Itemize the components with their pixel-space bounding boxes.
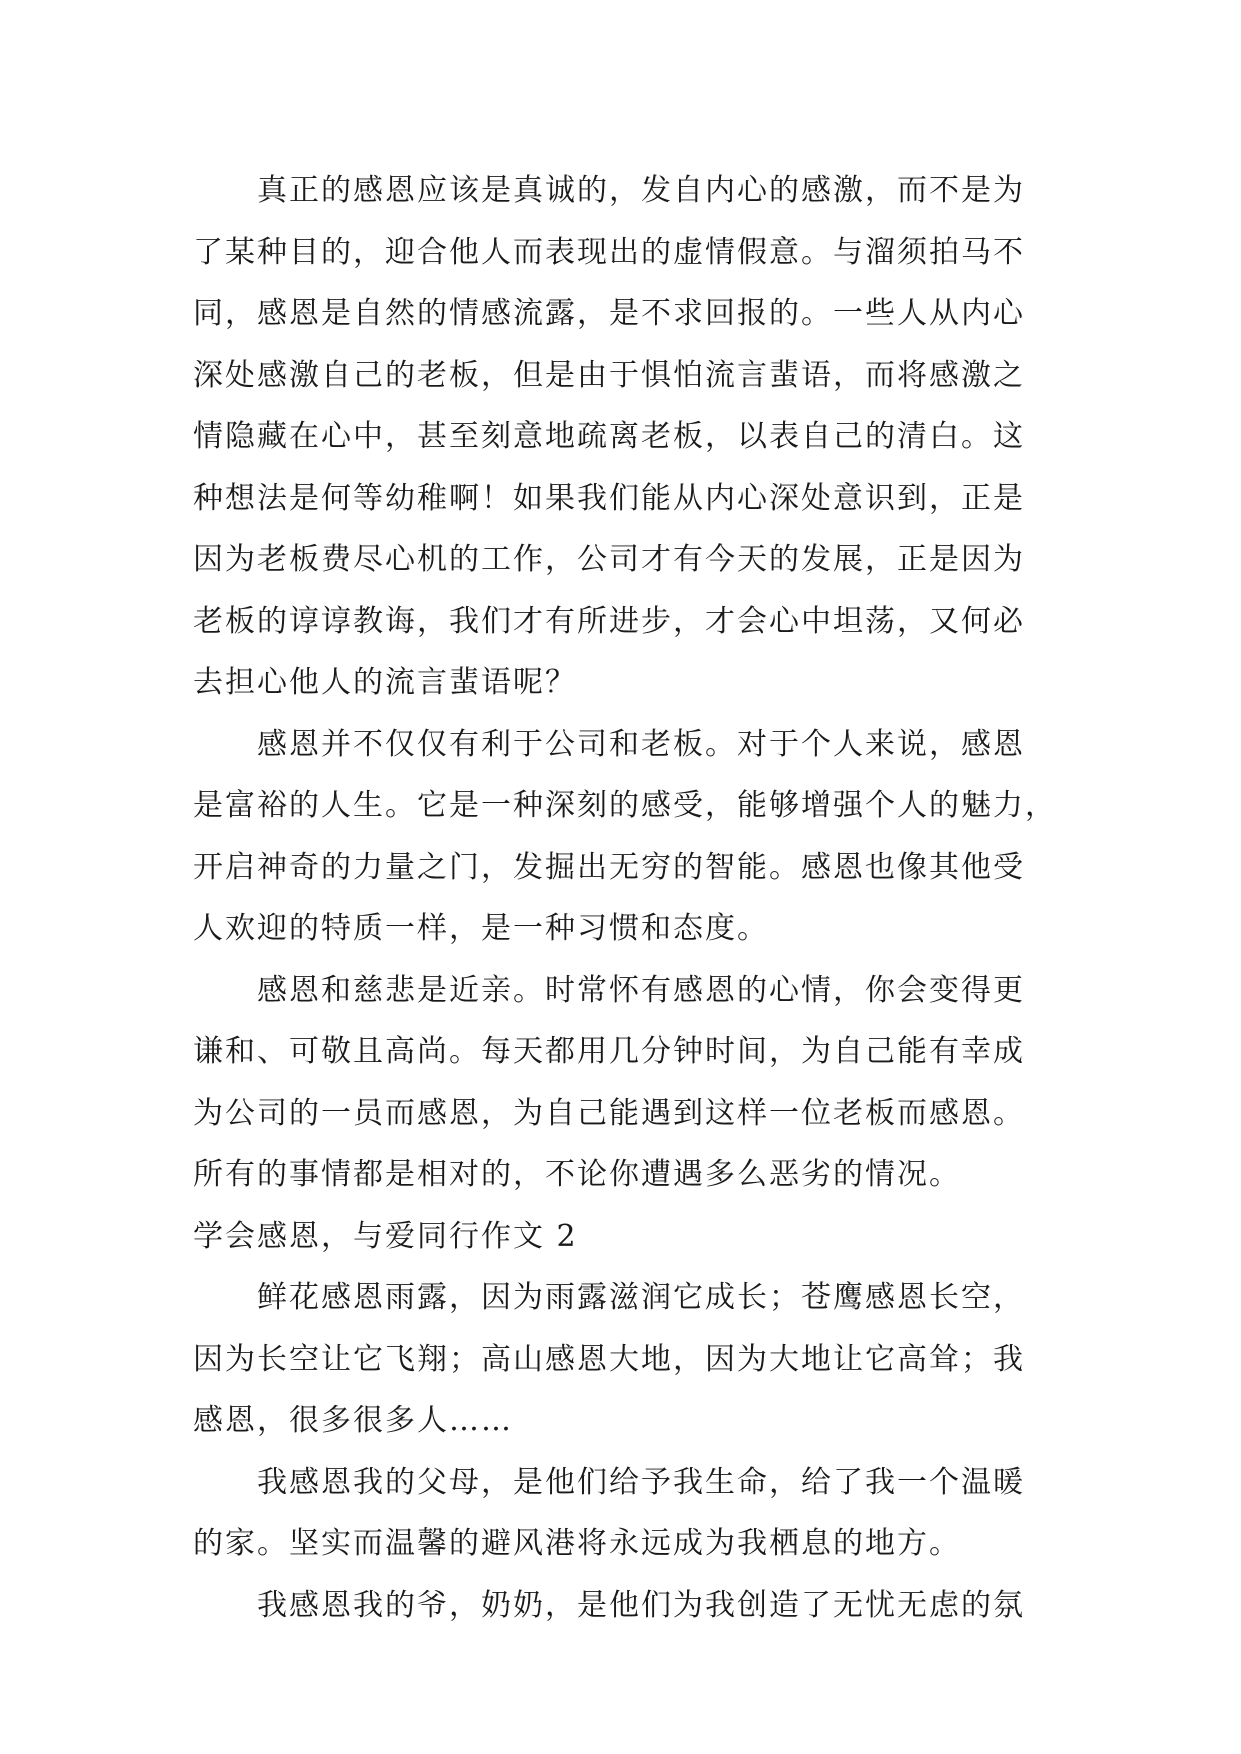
text-line: 所有的事情都是相对的，不论你遭遇多么恶劣的情况。: [193, 1157, 961, 1192]
text-line: 真正的感恩应该是真诚的，发自内心的感激，而不是为: [257, 173, 1025, 208]
paragraph-4: [193, 1267, 1073, 1452]
text-line: 人欢迎的特质一样，是一种习惯和态度。: [193, 911, 769, 946]
paragraph-6: [193, 1575, 1073, 1637]
text-line: 鲜花感恩雨露，因为雨露滋润它成长；苍鹰感恩长空，: [257, 1280, 1025, 1315]
section-title: [193, 1206, 1073, 1268]
text-line: 谦和、可敬且高尚。每天都用几分钟时间，为自己能有幸成: [193, 1034, 1025, 1069]
text-line: 种想法是何等幼稚啊！如果我们能从内心深处意识到，正是: [193, 480, 1025, 516]
text-line: 老板的谆谆教诲，我们才有所进步，才会心中坦荡，又何必: [193, 603, 1025, 639]
text-line: 我感恩我的父母，是他们给予我生命，给了我一个温暖: [257, 1464, 1025, 1500]
text-line: 因为长空让它飞翔；高山感恩大地，因为大地让它高耸；我: [193, 1341, 1025, 1377]
text-line: 我感恩我的爷，奶奶，是他们为我创造了无忧无虑的氛: [257, 1587, 1025, 1623]
text-line: 因为老板费尽心机的工作，公司才有今天的发展，正是因为: [193, 542, 1025, 577]
text-line: 感恩和慈悲是近亲。时常怀有感恩的心情，你会变得更: [257, 972, 1025, 1008]
text-line: 了某种目的，迎合他人而表现出的虚情假意。与溜须拍马不: [193, 234, 1025, 270]
text-line: 同，感恩是自然的情感流露，是不求回报的。一些人从内心: [193, 296, 1025, 331]
body-text: [193, 160, 1073, 1636]
text-line: 感恩，很多很多人……: [193, 1403, 513, 1438]
heading-line: 学会感恩，与爱同行作文 2: [193, 1218, 578, 1254]
text-line: 去担心他人的流言蜚语呢？: [193, 665, 577, 700]
text-line: 情隐藏在心中，甚至刻意地疏离老板，以表自己的清白。这: [193, 419, 1025, 454]
paragraph-3: [193, 960, 1073, 1206]
text-line: 为公司的一员而感恩，为自己能遇到这样一位老板而感恩。: [193, 1095, 1025, 1131]
text-line: 感恩并不仅仅有利于公司和老板。对于个人来说，感恩: [257, 726, 1025, 762]
paragraph-5: [193, 1452, 1073, 1575]
text-line: 开启神奇的力量之门，发掘出无穷的智能。感恩也像其他受: [193, 849, 1025, 885]
text-line: 深处感激自己的老板，但是由于惧怕流言蜚语，而将感激之: [193, 357, 1025, 393]
paragraph-2: [193, 714, 1073, 960]
text-line: 的家。坚实而温馨的避风港将永远成为我栖息的地方。: [193, 1526, 961, 1561]
paragraph-1: [193, 160, 1073, 714]
text-line: 是富裕的人生。它是一种深刻的感受，能够增强个人的魅力，: [193, 788, 1057, 823]
